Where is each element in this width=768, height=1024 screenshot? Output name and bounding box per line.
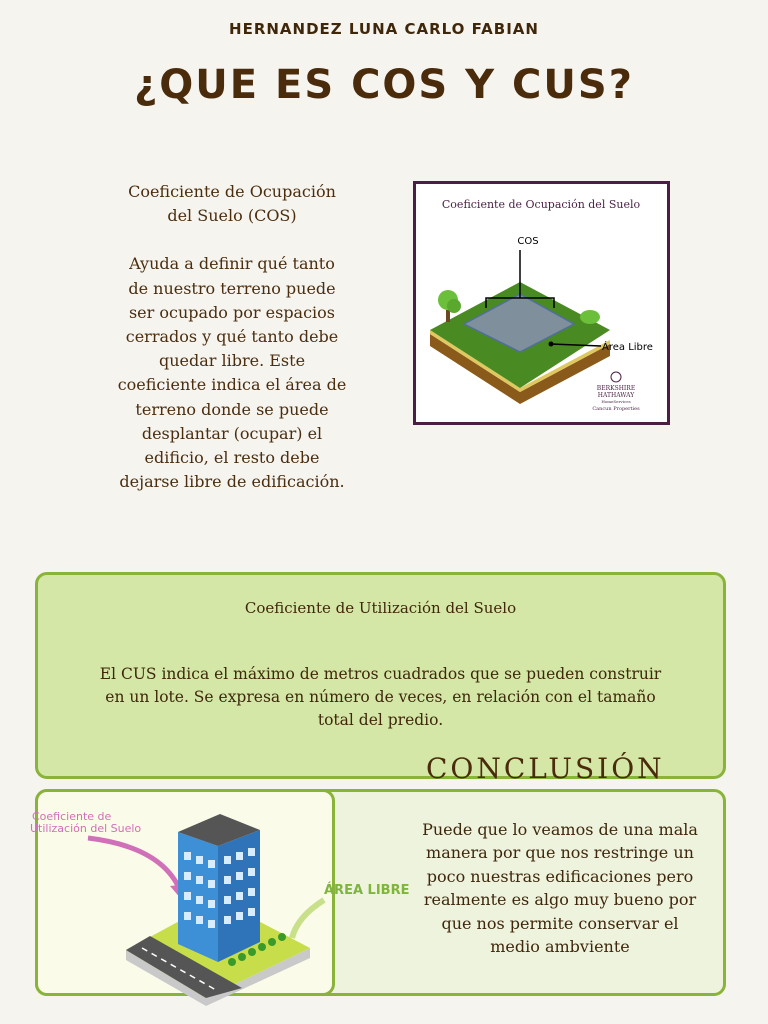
cus-body-line: en un lote. Se expresa en número de veces, en relación con el tamaño: [105, 688, 656, 706]
area-libre-label: Área Libre: [602, 342, 653, 353]
area-libre-dot: [549, 342, 554, 347]
cos-body-line: edificio, el resto debe: [144, 448, 320, 468]
area-arrow: [292, 900, 324, 938]
svg-text:HATHAWAY: HATHAWAY: [597, 392, 635, 399]
cos-diagram-image: [413, 181, 670, 425]
cos-label: COS: [517, 236, 539, 247]
cos-body-line: terreno donde se puede: [135, 399, 329, 419]
berkshire-logo: [592, 372, 640, 412]
cus-body: [78, 663, 683, 732]
conclusion-line: realmente es algo muy bueno por: [423, 890, 697, 910]
conclusion-line: que nos permite conservar el: [441, 913, 679, 933]
conclusion-heading: CONCLUSIÓN: [426, 752, 665, 785]
cos-figure-title: Coeficiente de Ocupación del Suelo: [441, 198, 641, 211]
cus-arrow: [88, 838, 180, 890]
cus-body-line: El CUS indica el máximo de metros cuadrados que se pueden construir: [99, 665, 662, 683]
cus-title: Coeficiente de Utilización del Suelo: [244, 599, 517, 617]
cos-body-line: ser ocupado por espacios: [128, 302, 336, 322]
cos-heading-line: Coeficiente de Ocupación: [128, 182, 336, 201]
cos-body-line: desplantar (ocupar) el: [141, 423, 323, 443]
cos-body-line: dejarse libre de edificación.: [119, 472, 345, 492]
cus-illustration: [30, 789, 410, 996]
cus-label-line: Coeficiente de: [32, 810, 112, 823]
cos-body-line: cerrados y qué tanto debe: [125, 327, 339, 347]
conclusion-body: [410, 818, 710, 958]
cus-body-line: total del predio.: [317, 711, 444, 729]
conclusion-line: Puede que lo veamos de una mala: [422, 820, 698, 839]
conclusion-line: manera por que nos restringe un: [426, 843, 694, 863]
svg-text:BERKSHIRE: BERKSHIRE: [596, 385, 636, 392]
cos-body-line: Ayuda a definir qué tanto: [129, 254, 335, 274]
conclusion-line: medio ambviente: [490, 937, 630, 957]
cos-body-line: de nuestro terreno puede: [128, 278, 336, 298]
svg-text:HomeServices: HomeServices: [601, 399, 631, 404]
building-icon: [178, 814, 260, 962]
cos-heading-line: del Suelo (COS): [167, 206, 297, 226]
cos-description: [100, 180, 364, 494]
page-title: ¿QUE ES COS Y CUS?: [134, 62, 634, 108]
bush-right-icon: [580, 310, 600, 324]
cos-body-line: coeficiente indica el área de: [117, 375, 347, 395]
conclusion-line: poco nuestras edificaciones pero: [426, 866, 694, 886]
cus-card: [35, 572, 726, 779]
cos-body-line: quedar libre. Este: [158, 351, 306, 371]
svg-text:Cancun Properties: Cancun Properties: [592, 406, 640, 412]
cus-label-line: Utilización del Suelo: [30, 822, 142, 835]
area-libre-label: ÁREA LIBRE: [324, 883, 410, 898]
author-name: HERNANDEZ LUNA CARLO FABIAN: [229, 20, 539, 38]
